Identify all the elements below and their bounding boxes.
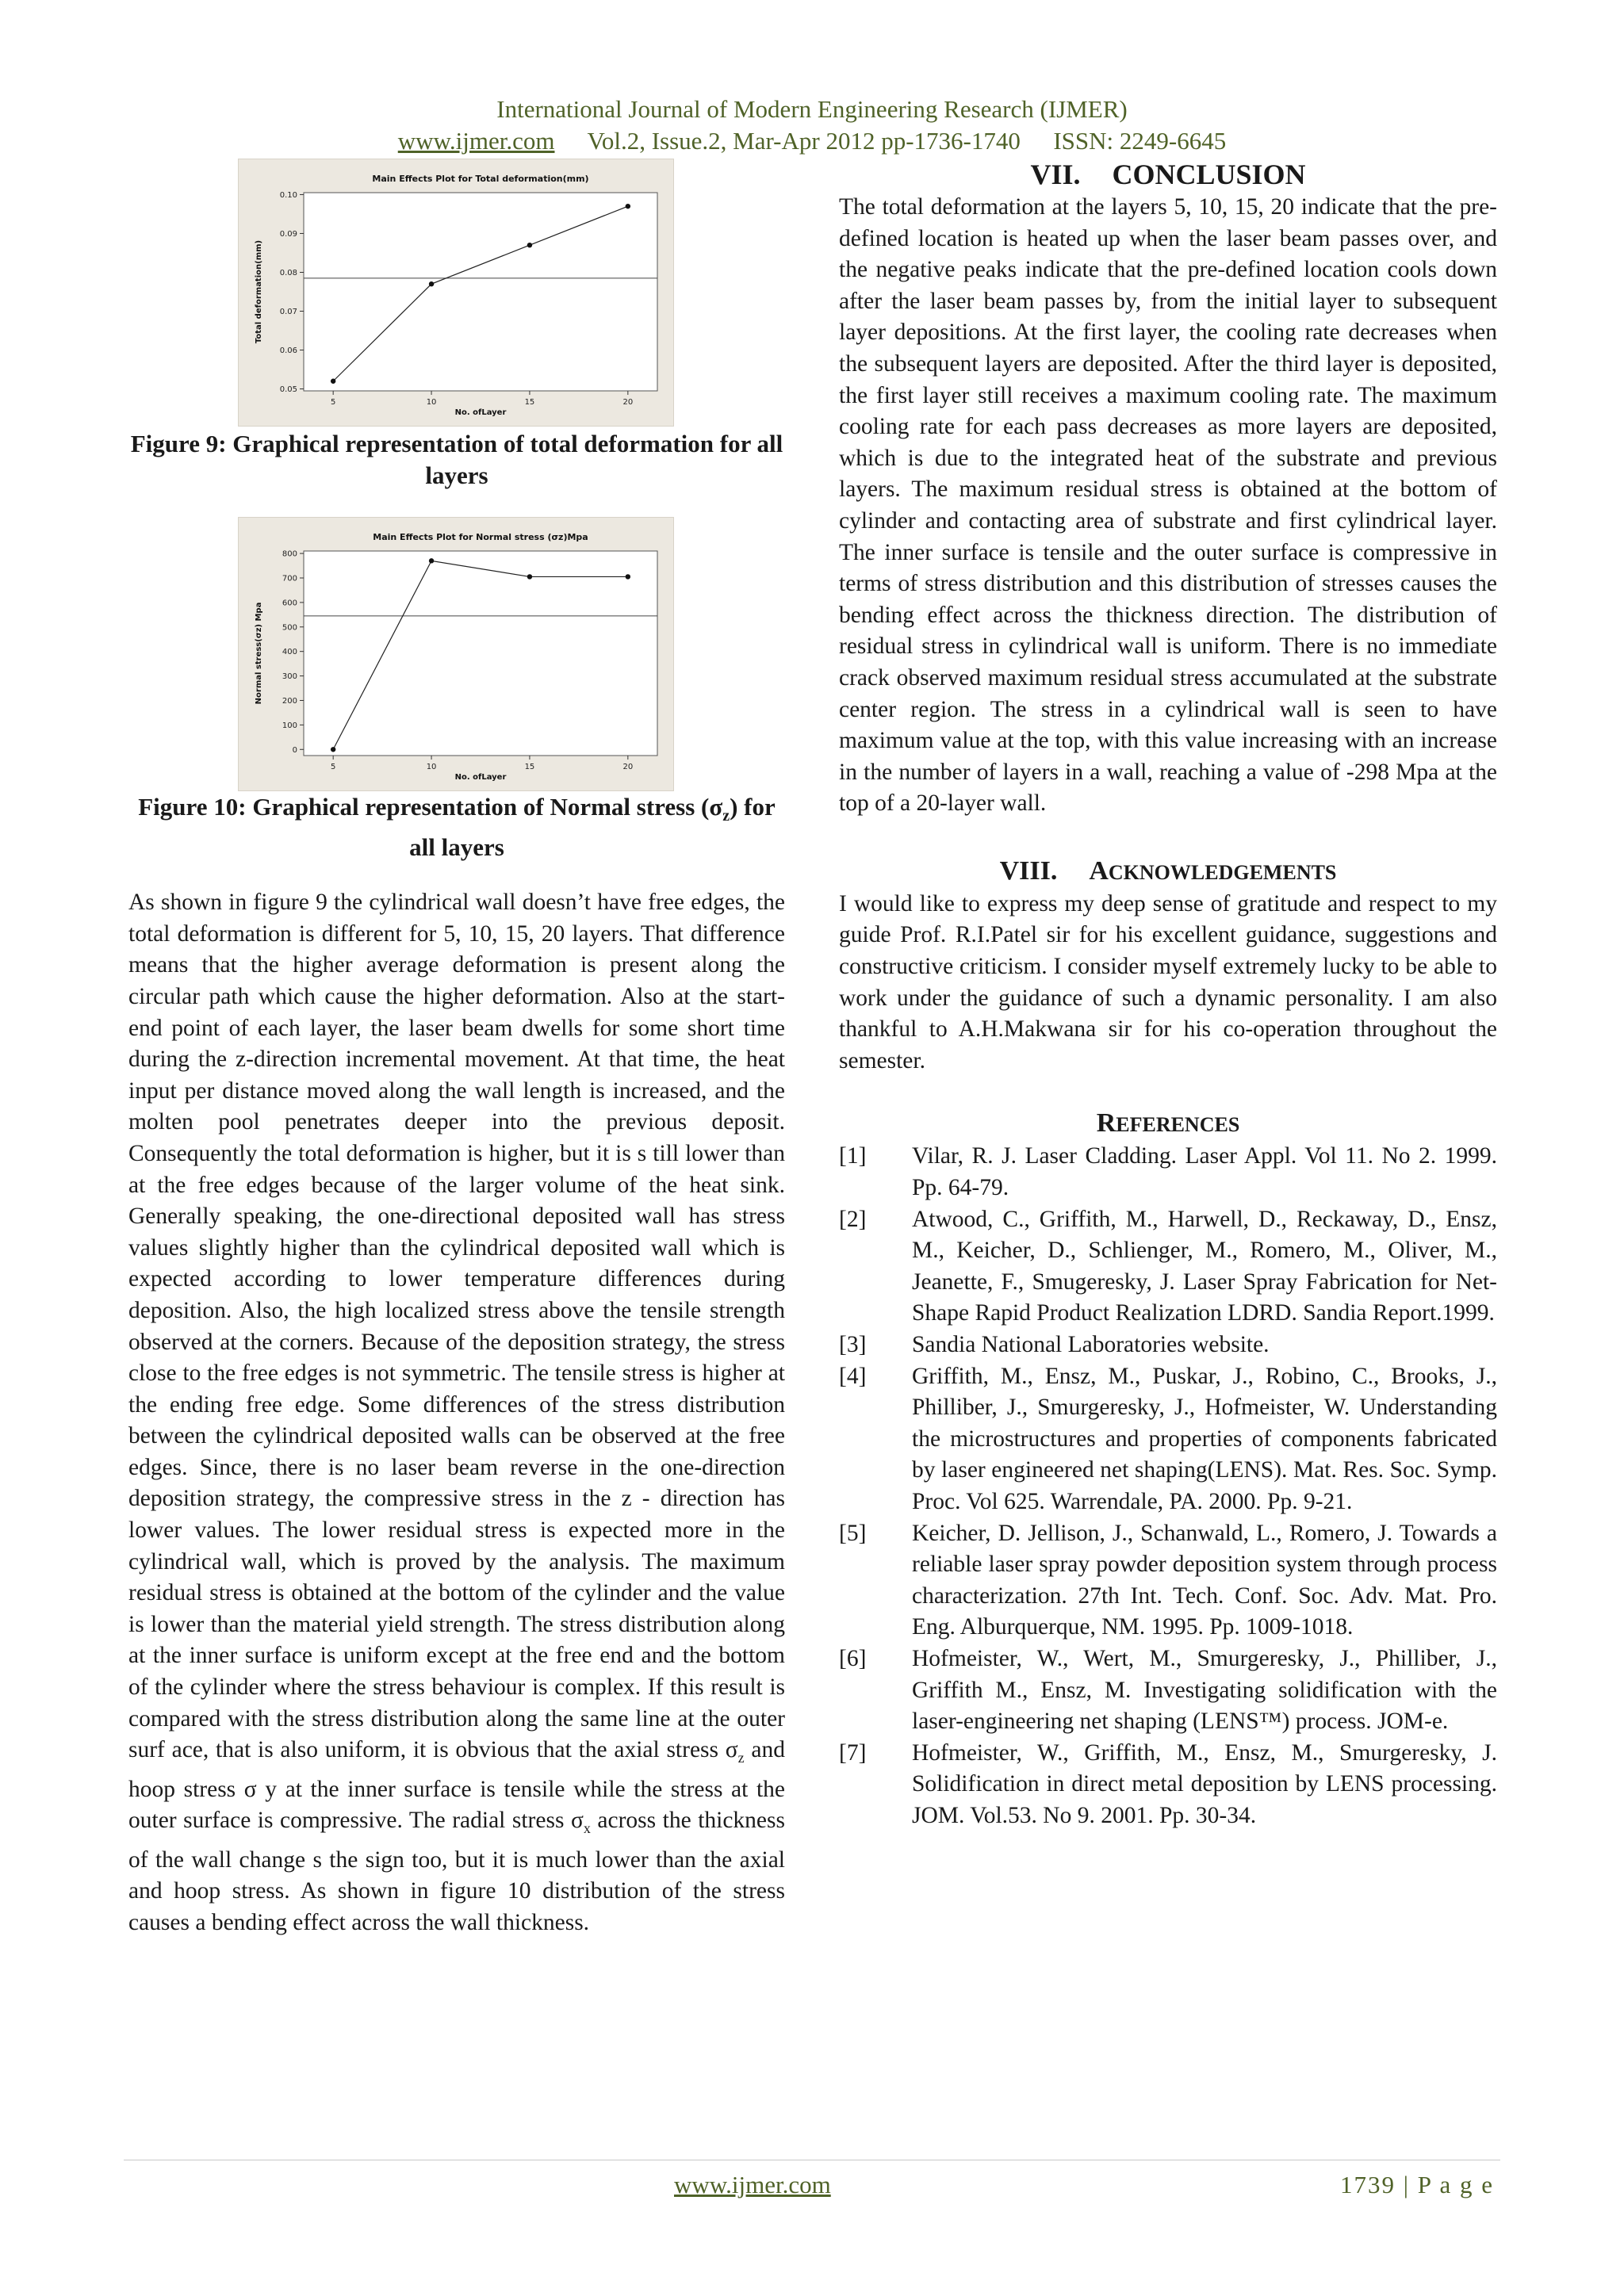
normal-stress-chart [239,518,673,790]
x-tick-label: 20 [622,398,634,407]
journal-name: International Journal of Modern Engineering Research (IJMER) [496,95,1128,123]
journal-issn: ISSN: 2249-6645 [1053,127,1227,155]
figure-9-chart [238,159,674,427]
data-point [626,204,630,209]
y-axis-label: Total deformation(mm) [255,239,263,344]
right-column [839,159,1497,1832]
x-axis-label: No. ofLayer [454,408,507,417]
plot-area [304,193,657,391]
y-tick-label: 100 [282,721,297,730]
figure-10-chart [238,517,674,791]
x-tick-label: 5 [330,763,336,771]
data-point [527,574,532,579]
reference-item: [3] Sandia National Laboratories website. [839,1332,1270,1357]
figure-10-caption-sub: z [722,807,730,825]
references-heading: REFERENCES [1096,1108,1240,1138]
y-tick-label: 700 [282,574,297,584]
reference-item: [4] Griffith, M., Ensz, M., Puskar, J., Robino, C., Brooks, J., Philliber, J., Smurgeresky, J., Hofmeister, W. Understanding the microstructures and properties of components fabricated by laser engineered net shaping(LENS). Mat. Res. Soc. Symp. Proc. Vol 625. Warrendale, PA. 2000. Pp. 9-21. [839,1363,1497,1514]
acknowledgements-heading: VIII. ACKNOWLEDGEMENTS [999,855,1337,886]
data-point [429,558,434,563]
reference-item: [7] Hofmeister, W., Griffith, M., Ensz, M., Smurgeresky, J. Solidification in direct metal deposition by LENS processing. JOM. Vol.53. No 9. 2001. Pp. 30-34. [839,1739,1497,1828]
data-point [331,747,335,752]
y-tick-label: 300 [282,672,297,682]
figure-10-caption [128,791,785,863]
x-tick-label: 10 [426,763,437,771]
journal-volume: Vol.2, Issue.2, Mar-Apr 2012 pp-1736-1740 [587,127,1021,155]
chart-title: Main Effects Plot for Normal stress (σz)Mpa [373,532,588,542]
x-tick-label: 15 [524,763,535,771]
acknowledgements-text: I would like to express my deep sense of gratitude and respect to my guide Prof. R.I.Patel sir for his excellent guidance, suggestions and constructive criticism. I consider myself extremely lucky to be able to work under the guidance of such a dynamic personality. I am also thankful to A.H.Makwana sir for his co-operation throughout the semester. [839,890,1497,1073]
conclusion-heading: VII. CONCLUSION [1030,159,1306,190]
data-point [331,379,335,384]
x-tick-label: 5 [330,398,336,407]
discussion-paragraph: As shown in figure 9 the cylindrical wall doesn’t have free edges, the total deformation is different for 5, 10, 15, 20 layers. That difference means that the higher average deformation is present along the circular path which cause the higher deformation. Also at the start-end point of each layer, the laser beam dwells for some short time during the z-direction incremental movement. At that time, the heat input per distance moved along the wall length is increased, and the molten pool penetrates deeper into the previous deposit. Consequently the total deformation is higher, but it is s till lower than at the free edges because of the larger volume of the heat sink. Generally speaking, the one-directional deposited wall has stress values slightly higher than the cylindrical deposited wall which is expected according to lower temperature differences during deposition. Also, the high localized stress above the tensile strength observed at the corners. Because of the deposition strategy, the stress close to the free edges is not symmetric. The tensile stress is higher at the ending free edge. Some differences of the stress distribution between the cylindrical deposited walls can be observed at the free edges. Since, there is no laser beam reverse in the one-direction deposition strategy, the compressive stress in the z - direction has lower values. The lower residual stress is expected more in the cylindrical wall, which is proved by the analysis. The maximum residual stress is obtained at the bottom of the cylinder and the value is lower than the material yield strength. The stress distribution along at the inner surface is uniform except at the free end and the bottom of the cylinder where the stress behaviour is complex. If this result is compared with the stress distribution along the same line at the outer surf ace, that is also uniform, it is obvious that the axial stress $\sigma_z$ and hoop stress σ y at the inner surface is tensile while the stress at the outer surface is compressive. The radial stress $\sigma_x$ across the thickness of the wall change s the sign too, but it is much lower than the axial and hoop stress. As shown in figure 10 distribution of the stress causes a bending effect across the wall thickness. [128,890,785,1935]
y-tick-label: 0.05 [279,385,297,395]
y-tick-label: 0.09 [279,229,297,239]
data-point [429,281,434,286]
journal-meta-line [0,125,1624,157]
journal-header [0,94,1624,157]
conclusion-text: The total deformation at the layers 5, 10, 15, 20 indicate that the pre-defined location is heated up when the laser beam passes over, and the negative peaks indicate that the pre-defined location cools down after the laser beam passes by, from the initial layer to subsequent layer depositions. At the first layer, the cooling rate decreases when the subsequent layers are deposited. After the third layer is deposited, the first layer still receives a maximum cooling rate. The maximum cooling rate for each pass decreases as more layers are deposited, which is due to the integrated heat of the substrate and previous layers. The maximum residual stress is obtained at the bottom of cylinder and contacting area of substrate and first cylindrical layer. The inner surface is tensile and the outer surface is compressive in terms of stress distribution and this distribution of stresses causes the bending effect across the thickness direction. The distribution of residual stress in cylindrical wall is uniform. There is no immediate crack observed maximum residual stress accumulated at the substrate center region. The stress in a cylindrical wall is seen to have maximum value at the top, with this value increasing with an increase in the number of layers in a wall, reaching a value of -298 Mpa at the top of a 20-layer wall. [839,194,1497,817]
references-list [839,1141,1497,1831]
journal-url-link[interactable]: www.ijmer.com [397,127,555,155]
data-point [527,243,532,247]
reference-item: [1] Vilar, R. J. Laser Cladding. Laser Appl. Vol 11. No 2. 1999. Pp. 64-79. [839,1143,1497,1201]
y-tick-label: 0.10 [279,190,297,200]
figure-9-caption: Figure 9: Graphical representation of total deformation for all layers [130,430,783,489]
y-tick-label: 600 [282,599,297,608]
y-tick-label: 0.07 [279,308,297,317]
x-tick-label: 15 [524,398,535,407]
figure-10-caption-end: ) for all layers [409,793,776,862]
figure-10-caption-text: Figure 10: Graphical representation of Normal stress (σ [138,793,723,821]
y-tick-label: 0.06 [279,346,297,356]
y-tick-label: 0 [292,745,297,755]
y-axis-label: Normal stress(σz) Mpa [255,602,263,705]
y-tick-label: 400 [282,648,297,657]
y-tick-label: 0.08 [279,268,297,277]
total-deformation-chart [239,159,673,426]
page-number: 1739 | P a g e [1340,2171,1495,2198]
y-tick-label: 500 [282,623,297,633]
x-tick-label: 20 [622,763,634,771]
x-axis-label: No. ofLayer [454,773,507,782]
reference-item: [5] Keicher, D. Jellison, J., Schanwald, L., Romero, J. Towards a reliable laser spray powder deposition system through process characterization. 27th Int. Tech. Conf. Soc. Adv. Mat. Pro. Eng. Alburquerque, NM. 1995. Pp. 1009-1018. [839,1520,1497,1640]
footer-url-link[interactable]: www.ijmer.com [674,2171,831,2198]
data-point [626,574,630,579]
y-tick-label: 800 [282,549,297,559]
reference-item: [6] Hofmeister, W., Wert, M., Smurgeresky, J., Philliber, J., Griffith M., Ensz, M. Investigating solidification with the laser-engineering net shaping (LENS™) process. JOM-e. [839,1645,1497,1735]
left-column [128,159,785,1939]
x-tick-label: 10 [426,398,437,407]
y-tick-label: 200 [282,696,297,706]
chart-title: Main Effects Plot for Total deformation(mm) [372,174,589,184]
reference-item: [2] Atwood, C., Griffith, M., Harwell, D., Reckaway, D., Ensz, M., Keicher, D., Schlienger, M., Romero, M., Oliver, M., Jeanette, F., Smugeresky, J. Laser Spray Fabrication for Net-Shape Rapid Product Realization LDRD. Sandia Report.1999. [839,1206,1497,1326]
plot-area [304,551,657,756]
